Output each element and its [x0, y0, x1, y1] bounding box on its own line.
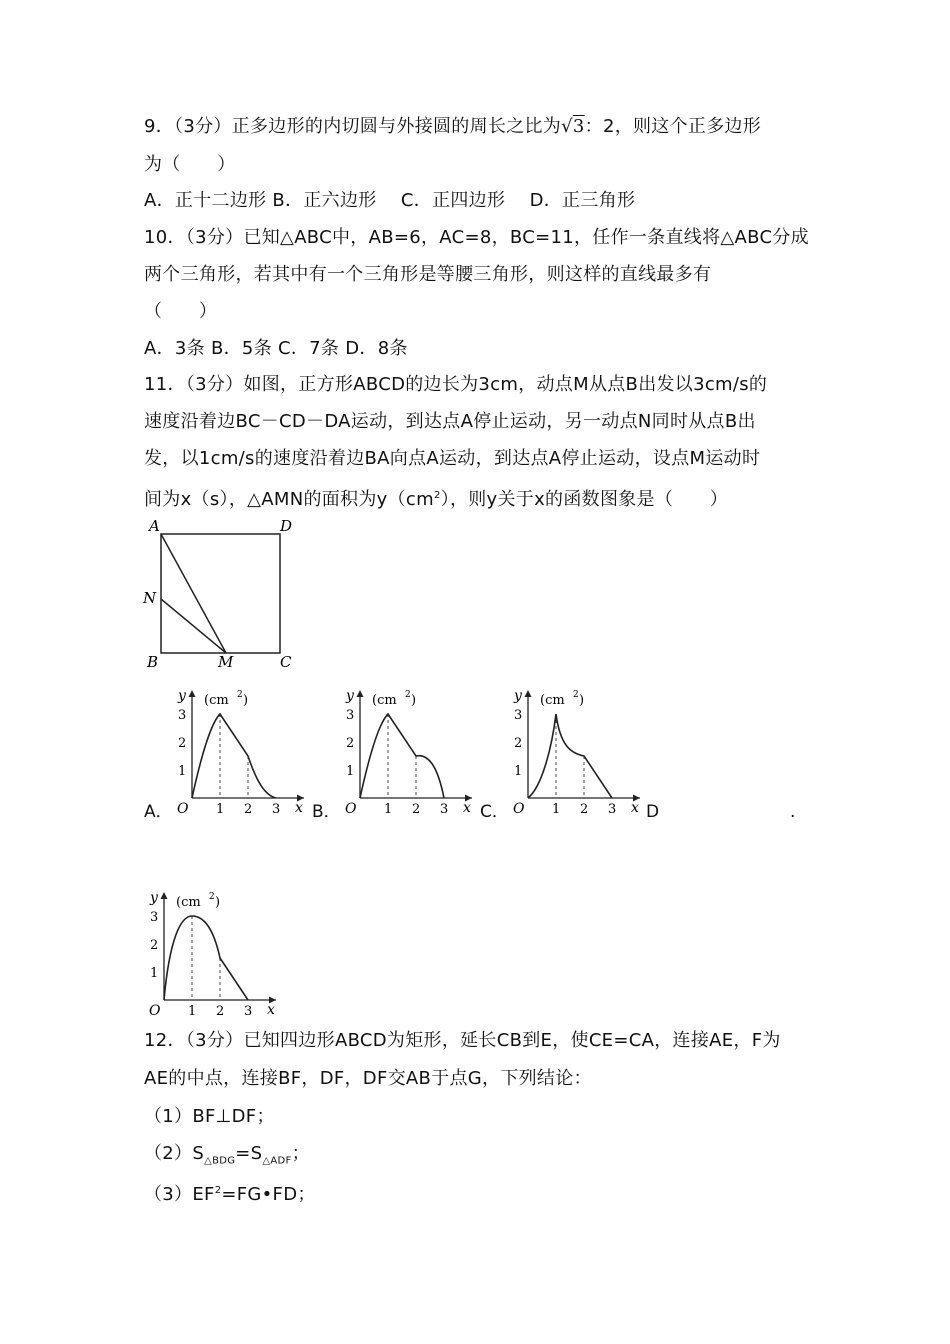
- option-d-label: D: [646, 802, 660, 822]
- option-d-dot: .: [790, 802, 796, 822]
- unit-close: ): [579, 693, 585, 708]
- unit-superscript: 2: [405, 690, 411, 700]
- tick-y2: 2: [150, 938, 159, 953]
- x-axis-label: x: [267, 1002, 275, 1016]
- tick-x2: 2: [244, 802, 253, 814]
- q12-conclusion-3: [144, 1178, 316, 1208]
- function-curve: [164, 916, 248, 1000]
- y-axis-arrow: [189, 690, 196, 697]
- tick-y2: 2: [514, 736, 523, 751]
- q10-line2: 两个三角形，若其中有一个三角形是等腰三角形，则这样的直线最多有: [144, 264, 712, 285]
- unit-label: (cm: [204, 693, 229, 708]
- tick-x3: 3: [244, 1004, 253, 1016]
- option-c-label: C．: [480, 802, 509, 822]
- x-axis-label: x: [295, 800, 303, 814]
- y-axis-label: y: [150, 890, 158, 906]
- label-a: A: [149, 517, 160, 535]
- square-figure: [138, 515, 298, 675]
- c2-mid: =S: [235, 1143, 263, 1164]
- x-axis-label: x: [463, 800, 471, 814]
- tick-y3: 3: [150, 910, 159, 925]
- option-b-label: B．: [312, 802, 341, 822]
- q11-line4: [144, 483, 728, 513]
- y-axis-label: y: [178, 688, 186, 704]
- y-axis-arrow: [161, 892, 168, 899]
- label-b: B: [147, 653, 159, 671]
- tick-y1: 1: [346, 764, 355, 779]
- q11-line4-sup: 2: [433, 490, 441, 501]
- q10-line1: 10．（3分）已知△ABC中，AB=6，AC=8，BC=11，任作一条直线将△ABC分成: [144, 227, 809, 248]
- function-curve: [192, 714, 276, 798]
- tick-y3: 3: [346, 708, 355, 723]
- unit-superscript: 2: [573, 690, 579, 700]
- q11-line4-pre: 间为x（s），△AMN的面积为y（cm: [144, 489, 434, 510]
- c2-pre: （2）S: [144, 1143, 205, 1164]
- segment-am: [161, 534, 226, 653]
- unit-superscript: 2: [237, 690, 243, 700]
- square-abcd: [161, 534, 280, 653]
- tick-x2: 2: [216, 1004, 225, 1016]
- c3-post: =FG•FD；: [221, 1184, 316, 1205]
- option-a-label: A．: [144, 802, 173, 822]
- q12-line1: 12．（3分）已知四边形ABCD为矩形，延长CB到E，使CE=CA，连接AE，F为: [144, 1030, 781, 1051]
- tick-y2: 2: [346, 736, 355, 751]
- origin-label: O: [149, 1003, 161, 1016]
- graph-option-c: [504, 686, 646, 814]
- c2-sub2: △ADF: [262, 1155, 292, 1167]
- tick-x1: 1: [216, 802, 225, 814]
- y-axis-arrow: [525, 690, 532, 697]
- tick-x2: 2: [580, 802, 589, 814]
- q10-line3: （ ）: [144, 301, 218, 322]
- unit-close: ): [215, 895, 221, 910]
- tick-x1: 1: [188, 1004, 197, 1016]
- tick-x3: 3: [608, 802, 617, 814]
- q11-line2: 速度沿着边BC－CD－DA运动，到达点A停止运动，另一动点N同时从点B出: [144, 411, 756, 432]
- unit-label: (cm: [176, 895, 201, 910]
- label-c: C: [280, 653, 292, 671]
- label-n: N: [143, 589, 157, 607]
- x-axis-label: x: [631, 800, 639, 814]
- q9-line2: 为（ ）: [144, 154, 236, 175]
- label-m: M: [218, 653, 234, 671]
- function-curve: [360, 714, 444, 798]
- segment-nm: [161, 599, 226, 653]
- unit-label: (cm: [372, 693, 397, 708]
- tick-y3: 3: [514, 708, 523, 723]
- q9-text-pre: 9．（3分）正多边形的内切圆与外接圆的周长之比为: [144, 116, 562, 137]
- q11-line4-post: ），则y关于x的函数图象是（ ）: [440, 489, 729, 510]
- tick-x1: 1: [552, 802, 561, 814]
- tick-y2: 2: [178, 736, 187, 751]
- tick-y1: 1: [150, 966, 159, 981]
- c2-sub1: △BDG: [204, 1155, 236, 1167]
- q9-line1: [144, 114, 761, 140]
- label-d: D: [280, 517, 293, 535]
- q12-conclusion-2: [144, 1141, 310, 1175]
- q11-line3: 发，以1cm/s的速度沿着边BA向点A运动，到达点A停止运动，设点M运动时: [144, 448, 761, 469]
- q12-line2: AE的中点，连接BF，DF，DF交AB于点G，下列结论：: [144, 1068, 592, 1089]
- y-axis-label: y: [346, 688, 354, 704]
- sqrt-radicand: 3: [572, 116, 585, 137]
- origin-label: O: [177, 801, 189, 814]
- tick-x3: 3: [272, 802, 281, 814]
- tick-y1: 1: [178, 764, 187, 779]
- q11-line1: 11．（3分）如图，正方形ABCD的边长为3cm，动点M从点B出发以3cm/s的: [144, 374, 768, 395]
- y-axis-label: y: [514, 688, 522, 704]
- origin-label: O: [345, 801, 357, 814]
- graph-option-d: [140, 888, 282, 1016]
- tick-y3: 3: [178, 708, 187, 723]
- unit-superscript: 2: [209, 892, 215, 902]
- tick-x2: 2: [412, 802, 421, 814]
- q12-conclusion-1: （1）BF⊥DF；: [144, 1106, 275, 1127]
- graph-option-a: [168, 686, 310, 814]
- unit-close: ): [411, 693, 417, 708]
- unit-label: (cm: [540, 693, 565, 708]
- function-curve: [528, 714, 612, 798]
- sqrt-sign: √: [561, 116, 573, 137]
- q9-options: A．正十二边形 B．正六边形 C．正四边形 D．正三角形: [144, 190, 636, 211]
- tick-y1: 1: [514, 764, 523, 779]
- unit-close: ): [243, 693, 249, 708]
- tick-x1: 1: [384, 802, 393, 814]
- tick-x3: 3: [440, 802, 449, 814]
- origin-label: O: [513, 801, 525, 814]
- c2-post: ；: [291, 1143, 310, 1164]
- y-axis-arrow: [357, 690, 364, 697]
- q10-options: A．3条 B．5条 C．7条 D．8条: [144, 338, 408, 359]
- graph-option-b: [336, 686, 478, 814]
- c3-pre: （3）EF: [144, 1184, 215, 1205]
- c3-sup: 2: [214, 1185, 222, 1196]
- q9-text-post: ：2，则这个正多边形: [584, 116, 762, 137]
